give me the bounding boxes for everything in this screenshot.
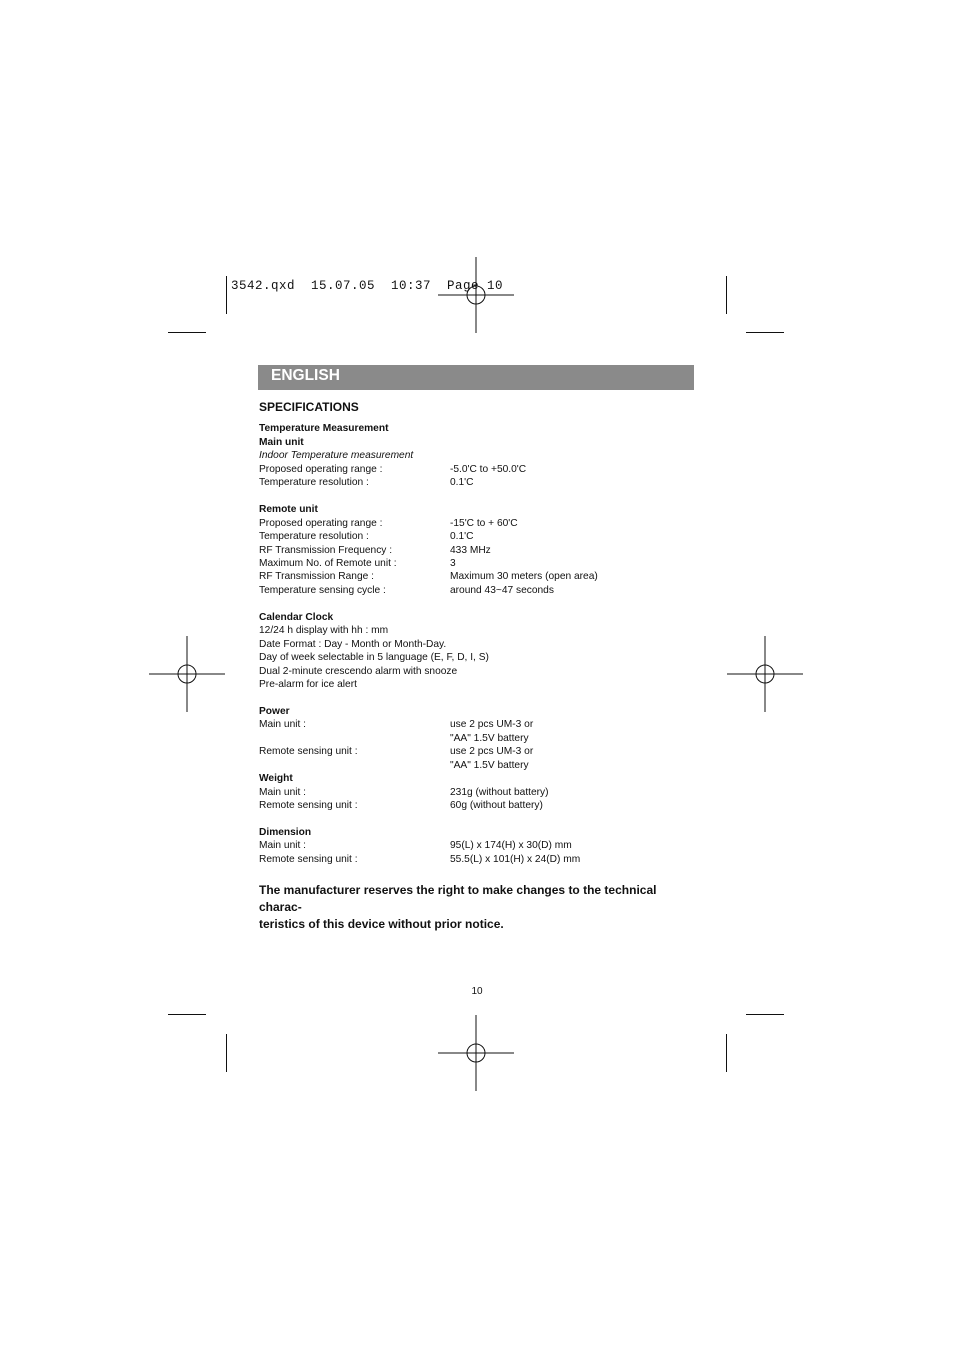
crop-mark [168,1014,206,1015]
spec-line: Day of week selectable in 5 language (E, F, D, I, S) [259,652,489,664]
section-band [258,365,694,390]
spec-row: Proposed operating range : -15'C to + 60'C [259,517,518,529]
crop-mark [746,1014,784,1015]
spec-row: Temperature resolution : 0.1'C [259,531,474,543]
subsection-title: Dimension [259,826,312,838]
print-slug: 3542.qxd 15.07.05 10:37 Page 10 [231,279,504,293]
crop-mark [168,332,206,333]
crop-mark [746,332,784,333]
registration-mark-icon [149,636,225,712]
spec-row: Proposed operating range : -5.0'C to +50.0'C [259,463,527,475]
spec-line: Date Format : Day - Month or Month-Day. [259,638,447,650]
crop-mark [226,276,227,314]
spec-line: Pre-alarm for ice alert [259,679,357,691]
subsection-title: Main unit [259,436,304,448]
registration-mark-icon [438,1015,514,1091]
manufacturer-notice: The manufacturer reserves the right to make changes to the technical charac- teristics of this device without prior notice. [259,883,657,931]
spec-row: Main unit : 231g (without battery) [259,786,549,798]
subsection-title: Remote unit [259,504,318,516]
spec-caption: Indoor Temperature measurement [259,450,414,462]
spec-row: Temperature sensing cycle : around 43~47 seconds [259,584,554,596]
subsection-title: Power [259,705,290,717]
subsection-title: Temperature Measurement [259,423,389,435]
spec-line: Dual 2-minute crescendo alarm with snooze [259,665,458,677]
spec-row: RF Transmission Frequency : 433 MHz [259,544,491,556]
spec-row: RF Transmission Range : Maximum 30 meters (open area) [259,571,598,583]
page-number: 10 [471,986,483,997]
registration-mark-icon [727,636,803,712]
spec-row: "AA" 1.5V battery [450,759,529,771]
spec-row: Maximum No. of Remote unit : 3 [259,557,456,569]
page-title: SPECIFICATIONS [259,400,359,414]
registration-mark-icon [438,257,514,333]
specifications-content [259,401,699,866]
spec-row: "AA" 1.5V battery [450,732,529,744]
crop-mark [226,1034,227,1072]
spec-line: 12/24 h display with hh : mm [259,625,389,637]
subsection-title: Weight [259,773,293,785]
spec-row: Main unit : use 2 pcs UM-3 or [259,719,534,731]
spec-row: Main unit : 95(L) x 174(H) x 30(D) mm [259,840,572,852]
spec-row: Remote sensing unit : use 2 pcs UM-3 or [259,746,534,758]
crop-mark [726,1034,727,1072]
crop-mark [726,276,727,314]
spec-row: Remote sensing unit : 55.5(L) x 101(H) x 24(D) mm [259,853,581,865]
spec-row: Remote sensing unit : 60g (without battery) [259,800,543,812]
spec-row: Temperature resolution : 0.1'C [259,477,474,489]
subsection-title: Calendar Clock [259,611,334,623]
section-label: ENGLISH [271,367,340,384]
